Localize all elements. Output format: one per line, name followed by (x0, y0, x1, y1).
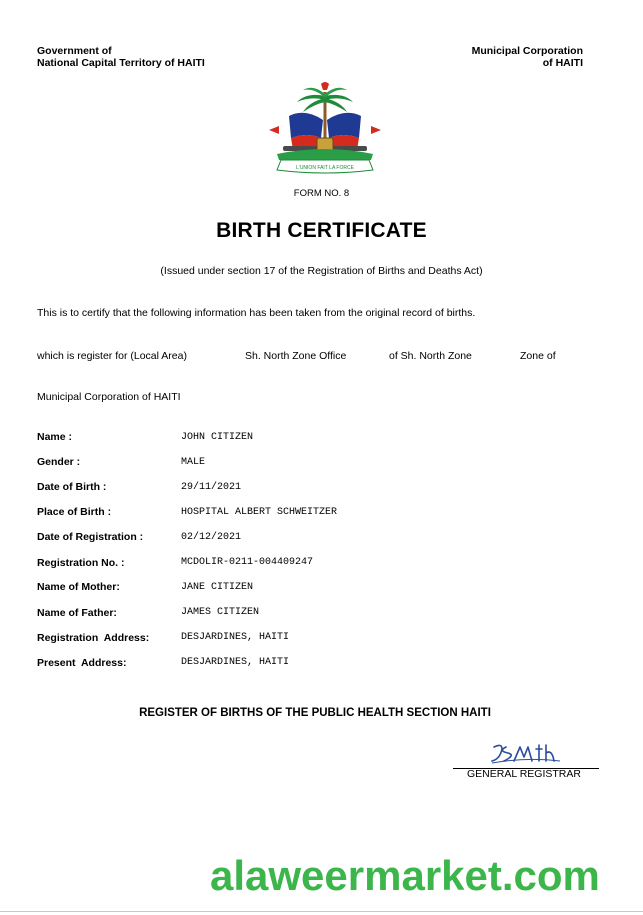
bottom-divider (0, 911, 643, 912)
field-label-registration-no: Registration No. : (37, 557, 125, 569)
field-label-place-of-birth: Place of Birth : (37, 506, 112, 518)
field-value-registration-no: MCDOLIR-0211-004409247 (181, 557, 314, 568)
field-value-gender: MALE (181, 457, 206, 468)
issuer-left-line1: Government of (37, 45, 112, 57)
registrar-title: GENERAL REGISTRAR (467, 768, 581, 780)
field-value-date-of-birth: 29/11/2021 (181, 482, 242, 493)
field-label-present-address: Present Address: (37, 657, 127, 669)
field-value-mother: JANE CITIZEN (181, 582, 254, 593)
issuer-left (37, 45, 205, 69)
field-label-date-of-registration: Date of Registration : (37, 531, 144, 543)
issued-under-note: (Issued under section 17 of the Registration of Births and Deaths Act) (160, 265, 483, 277)
field-value-place-of-birth: HOSPITAL ALBERT SCHWEITZER (181, 507, 338, 518)
field-value-present-address: DESJARDINES, HAITI (181, 657, 290, 668)
field-value-date-of-registration: 02/12/2021 (181, 532, 242, 543)
field-label-registration-address: Registration Address: (37, 632, 150, 644)
issuer-right-line2: of HAITI (542, 57, 583, 69)
field-label-date-of-birth: Date of Birth : (37, 481, 107, 493)
certify-statement: This is to certify that the following information has been taken from the original record of births. (37, 307, 476, 319)
register-line-zone: of Sh. North Zone (389, 350, 472, 362)
register-line-local-area: which is register for (Local Area) (37, 350, 187, 362)
issuer-right-line1: Municipal Corporation (471, 45, 583, 57)
emblem-motto: L'UNION FAIT LA FORCE (296, 165, 354, 171)
field-label-gender: Gender : (37, 456, 81, 468)
document-title: BIRTH CERTIFICATE (216, 219, 427, 242)
register-section-title: REGISTER OF BIRTHS OF THE PUBLIC HEALTH SECTION HAITI (139, 707, 491, 719)
register-line-zone-of: Zone of (520, 350, 556, 362)
haiti-coat-of-arms-icon (263, 80, 387, 178)
field-label-name: Name : (37, 431, 73, 443)
field-value-name: JOHN CITIZEN (181, 432, 254, 443)
form-number: FORM NO. 8 (293, 188, 350, 199)
field-label-father: Name of Father: (37, 607, 117, 619)
field-value-father: JAMES CITIZEN (181, 607, 260, 618)
municipal-line: Municipal Corporation of HAITI (37, 391, 181, 403)
handwritten-signature-icon (488, 741, 564, 765)
issuer-left-line2: National Capital Territory of HAITI (37, 57, 205, 69)
field-value-registration-address: DESJARDINES, HAITI (181, 632, 290, 643)
register-line-office: Sh. North Zone Office (245, 350, 347, 362)
issuer-right (472, 45, 583, 69)
field-label-mother: Name of Mother: (37, 581, 120, 593)
site-watermark: alaweermarket.com (210, 852, 600, 899)
